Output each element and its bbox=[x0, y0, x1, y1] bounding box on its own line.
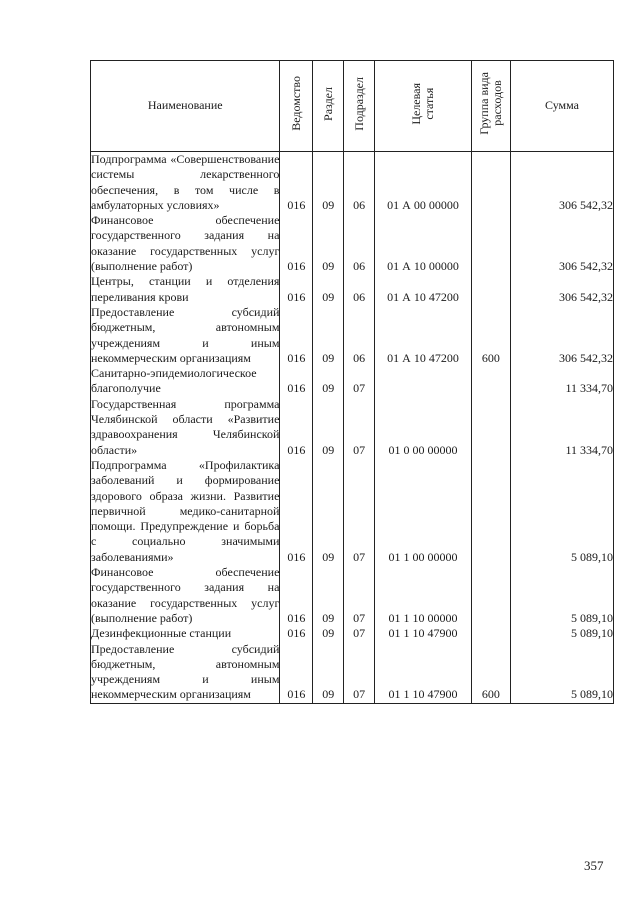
cell-subsection: 07 bbox=[344, 565, 375, 626]
cell-subsection: 07 bbox=[344, 366, 375, 397]
cell-sum: 11 334,70 bbox=[510, 366, 613, 397]
cell-section: 09 bbox=[313, 626, 344, 641]
cell-dept: 016 bbox=[280, 152, 313, 214]
cell-dept: 016 bbox=[280, 366, 313, 397]
cell-target: 01 1 10 47900 bbox=[375, 642, 472, 704]
cell-target: 01 А 00 00000 bbox=[375, 152, 472, 214]
header-target: Целевая статья bbox=[375, 61, 472, 152]
cell-group bbox=[471, 366, 510, 397]
table-row bbox=[91, 213, 614, 274]
cell-section: 09 bbox=[313, 397, 344, 458]
cell-group bbox=[471, 213, 510, 274]
cell-name: Финансовое обеспечение государственного задания на оказание государственных услуг (выполнение работ) bbox=[91, 565, 280, 625]
table-row bbox=[91, 642, 614, 704]
cell-target: 01 А 10 47200 bbox=[375, 305, 472, 366]
cell-subsection: 07 bbox=[344, 397, 375, 458]
cell-name: Дезинфекционные станции bbox=[91, 626, 280, 641]
cell-subsection: 06 bbox=[344, 274, 375, 305]
cell-group bbox=[471, 458, 510, 565]
header-name: Наименование bbox=[91, 61, 280, 152]
cell-name: Подпрограмма «Совершенствование системы лекарственного обеспечения, в том числе в амбулаторных условиях» bbox=[91, 152, 280, 212]
cell-group bbox=[471, 274, 510, 305]
cell-name: Государственная программа Челябинской области «Развитие здравоохранения Челябинской области» bbox=[91, 396, 280, 457]
cell-section: 09 bbox=[313, 274, 344, 305]
cell-target: 01 1 10 00000 bbox=[375, 565, 472, 626]
cell-subsection: 06 bbox=[344, 213, 375, 274]
header-dept: Ведомство bbox=[280, 61, 313, 152]
cell-subsection: 07 bbox=[344, 458, 375, 565]
cell-sum: 306 542,32 bbox=[510, 305, 613, 366]
budget-table bbox=[90, 60, 614, 704]
cell-subsection: 07 bbox=[344, 642, 375, 704]
cell-sum: 306 542,32 bbox=[510, 152, 613, 214]
table-row bbox=[91, 626, 614, 641]
cell-target bbox=[375, 366, 472, 397]
cell-target: 01 А 10 00000 bbox=[375, 213, 472, 274]
table-body bbox=[91, 152, 614, 704]
cell-dept: 016 bbox=[280, 642, 313, 704]
cell-subsection: 07 bbox=[344, 626, 375, 641]
cell-section: 09 bbox=[313, 458, 344, 565]
cell-subsection: 06 bbox=[344, 152, 375, 214]
cell-group bbox=[471, 397, 510, 458]
cell-dept: 016 bbox=[280, 305, 313, 366]
table-row bbox=[91, 366, 614, 397]
cell-sum: 5 089,10 bbox=[510, 458, 613, 565]
cell-dept: 016 bbox=[280, 274, 313, 305]
table-row bbox=[91, 305, 614, 366]
table-row bbox=[91, 458, 614, 565]
cell-section: 09 bbox=[313, 152, 344, 214]
cell-dept: 016 bbox=[280, 213, 313, 274]
cell-target: 01 0 00 00000 bbox=[375, 397, 472, 458]
table-row bbox=[91, 152, 614, 214]
cell-section: 09 bbox=[313, 366, 344, 397]
cell-section: 09 bbox=[313, 305, 344, 366]
cell-subsection: 06 bbox=[344, 305, 375, 366]
cell-name: Предоставление субсидий бюджетным, автономным учреждениям и иным некоммерческим организациям bbox=[91, 304, 280, 365]
cell-group bbox=[471, 565, 510, 626]
cell-sum: 5 089,10 bbox=[510, 565, 613, 626]
table-row bbox=[91, 565, 614, 626]
cell-name: Финансовое обеспечение государственного задания на оказание государственных услуг (выполнение работ) bbox=[91, 213, 280, 274]
cell-section: 09 bbox=[313, 565, 344, 626]
cell-target: 01 1 00 00000 bbox=[375, 458, 472, 565]
header-section: Раздел bbox=[313, 61, 344, 152]
cell-sum: 11 334,70 bbox=[510, 397, 613, 458]
cell-dept: 016 bbox=[280, 565, 313, 626]
header-group: Группа вида расходов bbox=[471, 61, 510, 152]
cell-name: Санитарно-эпидемиологическое благополучие bbox=[91, 366, 280, 397]
cell-sum: 306 542,32 bbox=[510, 274, 613, 305]
cell-dept: 016 bbox=[280, 626, 313, 641]
cell-group: 600 bbox=[471, 642, 510, 704]
cell-dept: 016 bbox=[280, 458, 313, 565]
cell-sum: 5 089,10 bbox=[510, 626, 613, 641]
cell-group bbox=[471, 626, 510, 641]
cell-name: Предоставление субсидий бюджетным, автономным учреждениям и иным некоммерческим организациям bbox=[91, 641, 280, 702]
cell-section: 09 bbox=[313, 213, 344, 274]
cell-target: 01 1 10 47900 bbox=[375, 626, 472, 641]
cell-group bbox=[471, 152, 510, 214]
table-row bbox=[91, 274, 614, 305]
table-header bbox=[91, 61, 614, 152]
cell-section: 09 bbox=[313, 642, 344, 704]
cell-name: Центры, станции и отделения переливания крови bbox=[91, 274, 280, 304]
header-sum: Сумма bbox=[510, 61, 613, 152]
table-row bbox=[91, 397, 614, 458]
header-subsection: Подраздел bbox=[344, 61, 375, 152]
cell-name: Подпрограмма «Профилактика заболеваний и формирование здорового образа жизни. Развитие первичной медико-санитарной помощи. Предупреждение и борьба с социально значимыми заболеваниями» bbox=[91, 457, 280, 564]
cell-target: 01 А 10 47200 bbox=[375, 274, 472, 305]
cell-group: 600 bbox=[471, 305, 510, 366]
cell-sum: 306 542,32 bbox=[510, 213, 613, 274]
page-number: 357 bbox=[584, 858, 604, 873]
cell-sum: 5 089,10 bbox=[510, 642, 613, 704]
cell-dept: 016 bbox=[280, 397, 313, 458]
